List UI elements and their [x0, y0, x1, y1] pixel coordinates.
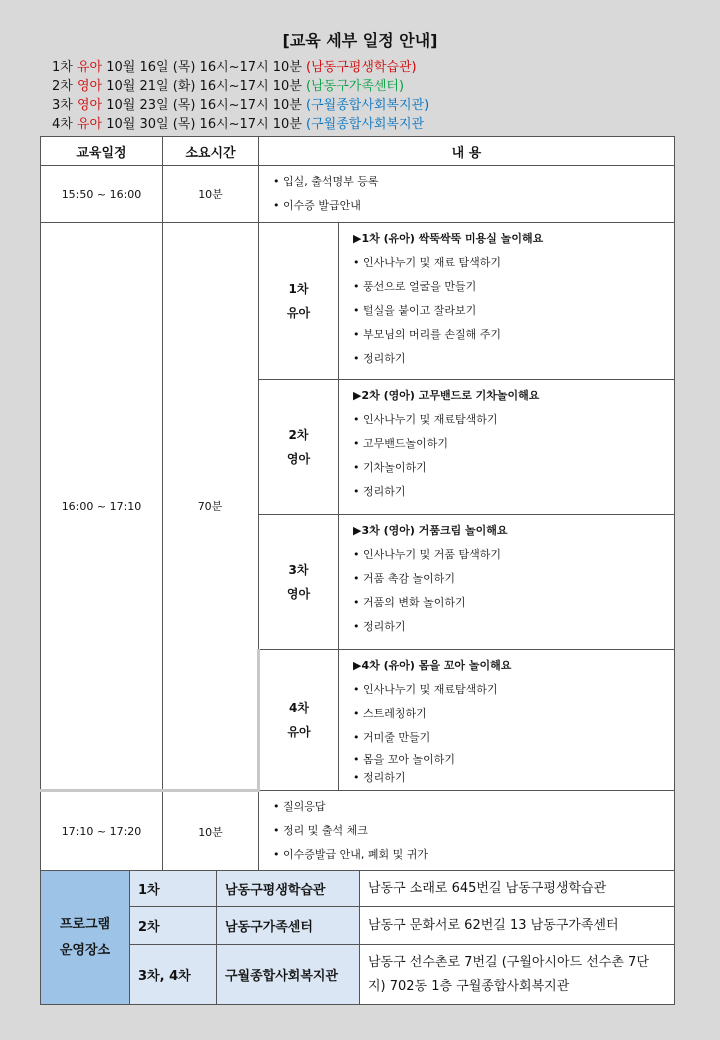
venue-name: 남동구평생학습관 [217, 871, 360, 907]
header-schedule: 교육일정 [41, 137, 163, 166]
venue-row [41, 871, 675, 907]
venue-address: 남동구 문화서로 62번길 13 남동구가족센터 [360, 907, 675, 945]
session-list [52, 58, 429, 134]
venue-number: 3차, 4차 [130, 945, 217, 1005]
venue-number: 1차 [130, 871, 217, 907]
table-header-row [41, 137, 675, 166]
venue-name: 구월종합사회복지관 [217, 945, 360, 1005]
sub-content: ▶2차 (영아) 고무밴드로 기차놀이해요 • 인사나누기 및 재료탐색하기 • 고무밴드놀이하기 • 기차놀이하기 • 정리하기 [339, 380, 675, 515]
table-row [41, 791, 675, 872]
row-time: 17:10 ~ 17:20 [41, 791, 163, 872]
row-content: • 입실, 출석명부 등록 • 이수증 발급안내 [259, 166, 675, 223]
row-duration: 70분 [163, 223, 259, 791]
sub-content: ▶4차 (유아) 몸을 꼬아 놀이해요 • 인사나누기 및 재료탐색하기 • 스트레칭하기 • 거미줄 만들기 • 몸을 꼬아 놀이하기 • 정리하기 [339, 650, 675, 791]
row-duration: 10분 [163, 791, 259, 872]
page-title: [교육 세부 일정 안내] [282, 31, 438, 50]
sub-content: ▶1차 (유아) 싹뚝싹뚝 미용실 놀이해요 • 인사나누기 및 재료 탐색하기 • 풍선으로 얼굴을 만들기 • 털실을 붙이고 잘라보기 • 부모님의 머리를 손질해 주기 • 정리하기 [339, 223, 675, 380]
row-content: • 질의응답 • 정리 및 출석 체크 • 이수증발급 안내, 폐회 및 귀가 [259, 791, 675, 872]
row-duration: 10분 [163, 166, 259, 223]
venue-address: 남동구 소래로 645번길 남동구평생학습관 [360, 871, 675, 907]
table-row [41, 223, 675, 380]
row-time: 15:50 ~ 16:00 [41, 166, 163, 223]
row-time: 16:00 ~ 17:10 [41, 223, 163, 791]
sub-label: 4차 유아 [259, 650, 339, 791]
session-line: 1차 유아 10월 16일 (목) 16시~17시 10분 (남동구평생학습관) [52, 60, 417, 75]
header-content: 내 용 [259, 137, 675, 166]
venue-address: 남동구 선수촌로 7번길 (구월아시아드 선수촌 7단지) 702동 1층 구월종합사회복지관 [360, 945, 675, 1005]
venue-row [41, 945, 675, 1005]
header-duration: 소요시간 [163, 137, 259, 166]
sub-label: 2차 영아 [259, 380, 339, 515]
sub-label: 1차 유아 [259, 223, 339, 380]
sub-label: 3차 영아 [259, 515, 339, 650]
session-line: 3차 영아 10월 23일 (목) 16시~17시 10분 (구월종합사회복지관) [52, 98, 430, 113]
venue-name: 남동구가족센터 [217, 907, 360, 945]
session-line: 4차 유아 10월 30일 (목) 16시~17시 10분 (구월종합사회복지관 [52, 117, 425, 132]
venue-number: 2차 [130, 907, 217, 945]
table-row [41, 166, 675, 223]
venue-header: 프로그램 운영장소 [41, 871, 130, 1005]
venue-row [41, 907, 675, 945]
schedule-table [40, 136, 675, 872]
session-line: 2차 영아 10월 21일 (화) 16시~17시 10분 (남동구가족센터) [52, 79, 405, 94]
sub-content: ▶3차 (영아) 거품크림 놀이해요 • 인사나누기 및 거품 탐색하기 • 거품 촉감 놀이하기 • 거품의 변화 놀이하기 • 정리하기 [339, 515, 675, 650]
venue-table [40, 870, 675, 1005]
